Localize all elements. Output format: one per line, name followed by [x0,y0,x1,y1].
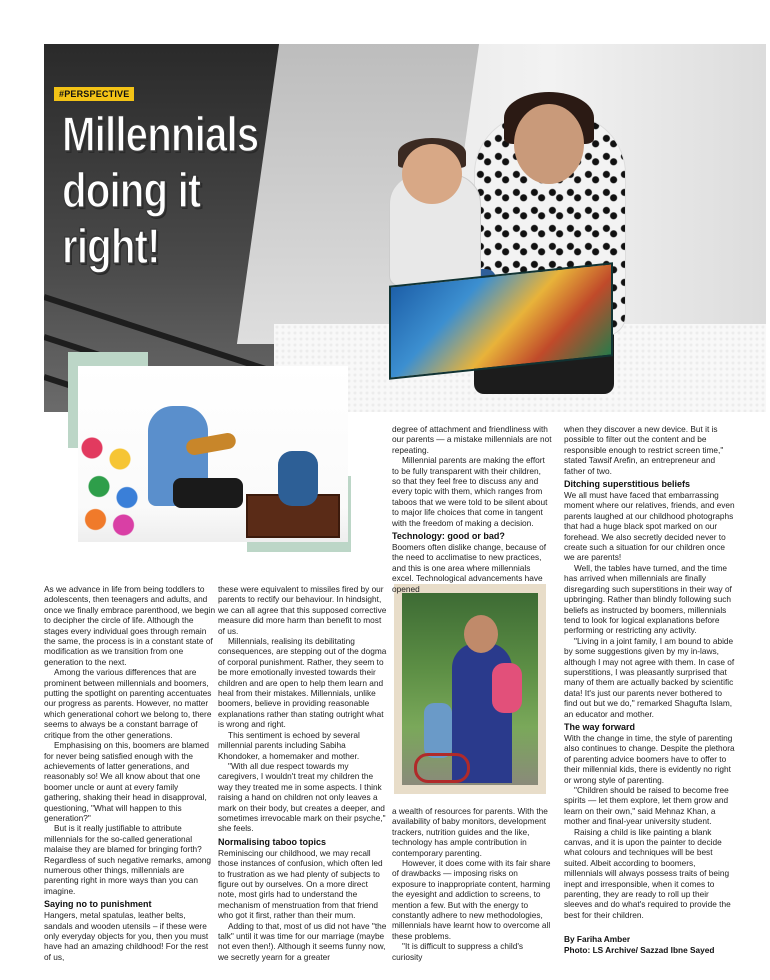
subheading: Technology: good or bad? [392,531,505,542]
paragraph: when they discover a new device. But it is possible to filter out the content and be responsible enough to restrict screen time," stated Tawsif Arefin, an entrepreneur and father of two. [564,424,724,476]
headline-line-1: Millennials [62,108,259,162]
article-column-4 [564,424,736,955]
article-column-1 [44,584,216,962]
paragraph: "With all due respect towards my caregivers, I wouldn't treat my children the way they treated me in some aspects. I think raising a hand on children not only leaves a mark on their body, but creates a deeper, and sometimes irrevocable mark on their psyche," she feels. [218,760,386,834]
paragraph: these were equivalent to missiles fired by our parents to rectify our behaviour. In hindsight, we can all agree that this supposed corrective measure did more harm than benefit to most of us. [218,584,387,636]
paragraph: Millennial parents are making the effort to be fully transparent with their children, so that they feel free to discuss any and every topic with them, which ranges from taboos that we were told to be silent about to major life choices that come in tangent with the freedom of making a decision. [392,455,548,528]
subheading: Normalising taboo topics [218,836,327,847]
headline-line-2: doing it [62,164,201,218]
paragraph: degree of attachment and friendliness with our parents — a mistake millennials are not repeating. [392,424,552,455]
paragraph: Boomers often dislike change, because of the need to acclimatise to new practices, and this is one area where millennials excel. Technological advancements have opened [392,542,547,594]
subheading: Ditching superstitious beliefs [564,479,691,490]
paragraph: But is it really justifiable to attribute millennials for the so-called generational malaise they are blamed for bringing forth? Regardless of such negative remarks, among numerous other things, millennials are parenting right in more ways than you can imagine. [44,823,211,896]
paragraph: Emphasising on this, boomers are blamed for never being satisfied enough with the achievements of latter generations, and reasonably so! We all know about that one boomer uncle or aunt at every family gathering, shaking their head in disapproval, questioning, "What will happen to this generation?" [44,740,209,823]
paragraph: "Children should be raised to become free spirits — let them explore, let them grow and learn on their own," said Mehnaz Khan, a mother and final-year university student. [564,785,729,827]
subheading: Saying no to punishment [44,899,152,910]
paragraph: Well, the tables have turned, and the time has arrived when millennials are finally disregarding such superstitions in their way of upbringing. Rather than blindly following such beliefs as instructed by boomers, millennials tend to look for logical explanations before performing or restricting any activity. [564,562,732,636]
byline: By Fariha Amber [564,934,631,945]
paragraph: Millennials, realising its debilitating consequences, are stepping out of the dogma of corporal punishment. Rather, they seem to be more emotionally invested towards their children and are open to help them learn and heal from their mistakes. Millennials, unlike boomers, believe in providing reasonable explanations rather than stating outright what is wrong and right. [218,636,387,730]
article-column-2 [218,584,388,962]
paragraph: Adding to that, most of us did not have "the talk" until it was time for our marriage (maybe not even then!). Although it seems funny now, we secretly yearn for a greater [218,920,387,962]
photo-credit: Photo: LS Archive/ Sazzad Ibne Sayed [564,944,715,955]
paragraph: Hangers, metal spatulas, leather belts, sandals and wooden utensils – if these were only everyday objects for you, then you must have had an amazing childhood! For the rest of us, [44,910,209,962]
paragraph: "It is difficult to suppress a child's curiosity [392,941,524,962]
paragraph: a wealth of resources for parents. With the availability of baby monitors, development trackers, nutrition guides and the like, technology has ample contribution in contemporary parenting. [392,806,548,858]
paragraph: We all must have faced that embarrassing moment where our relatives, friends, and even parents laughed at our childhood photographs that had a huge black spot marked on our forehead. We also secretly decided never to create such a situation for our children once we are parents! [564,490,735,563]
inset-photo-mother-ukulele [78,366,348,542]
inset-photo-family-park [402,593,538,785]
article-column-3-bottom [392,806,552,962]
article-column-3-top [392,424,552,594]
section-tag: #PERSPECTIVE [54,87,134,101]
subheading: The way forward [564,721,636,732]
paragraph: Among the various differences that are prominent between millennials and boomers, putting the spotlight on parenting accentuates our progress as parents. However, no matter which generational cohort we belong to, there seems to always be a constant barrage of critique from the other generations. [44,667,212,740]
headline [62,107,258,275]
headline-line-3: right! [62,220,160,274]
paragraph: Reminiscing our childhood, we may recall those instances of confusion, which often led to frustration as we had plenty of subjects to figure out by ourselves. On a more direct note, most girls had to understand the mechanism of menstruation from that friend who got it first, rather than their mum. [218,847,383,921]
paragraph: Raising a child is like painting a blank canvas, and it is upon the painter to decide what colours and techniques will be best suited. Albeit according to boomers, millennials will always possess traits of being inept and irresponsible, when it comes to parenting, they are ready to roll up their sleeves and do what's required to provide the best for their children. [564,826,731,920]
paragraph: However, it does come with its fair share of drawbacks — imposing risks on exposure to inappropriate content, harming the eyesight and addiction to screens, to mention a few. But with the energy to constantly adhere to new methodologies, millennials have learnt how to overcome all these problems. [392,858,551,941]
paragraph: As we advance in life from being toddlers to adolescents, then teenagers and adults, and once we finally embrace parenthood, we begin to decipher the circle of life. Although the stages every individual goes through remain the same, the process is in a constant state of modification as we transition from one generation to the next. [44,584,216,667]
paragraph: "Living in a joint family, I am bound to abide by some suggestions given by my in-laws, although I may not agree with them. In case of superstitions, I was pleasantly surprised that many of them are actually backed by scientific data! It's just our parents never bothered to find out but we do," remarked Shagufta Islam, an educator and mother. [564,635,735,719]
paragraph: This sentiment is echoed by several millennial parents including Sabiha Khondoker, a homemaker and mother. [218,729,360,761]
paragraph: With the change in time, the style of parenting also continues to change. Despite the plethora of parenting advice boomers have to offer to their millennial kids, there is evidently no right or wrong style of parenting. [564,732,735,785]
